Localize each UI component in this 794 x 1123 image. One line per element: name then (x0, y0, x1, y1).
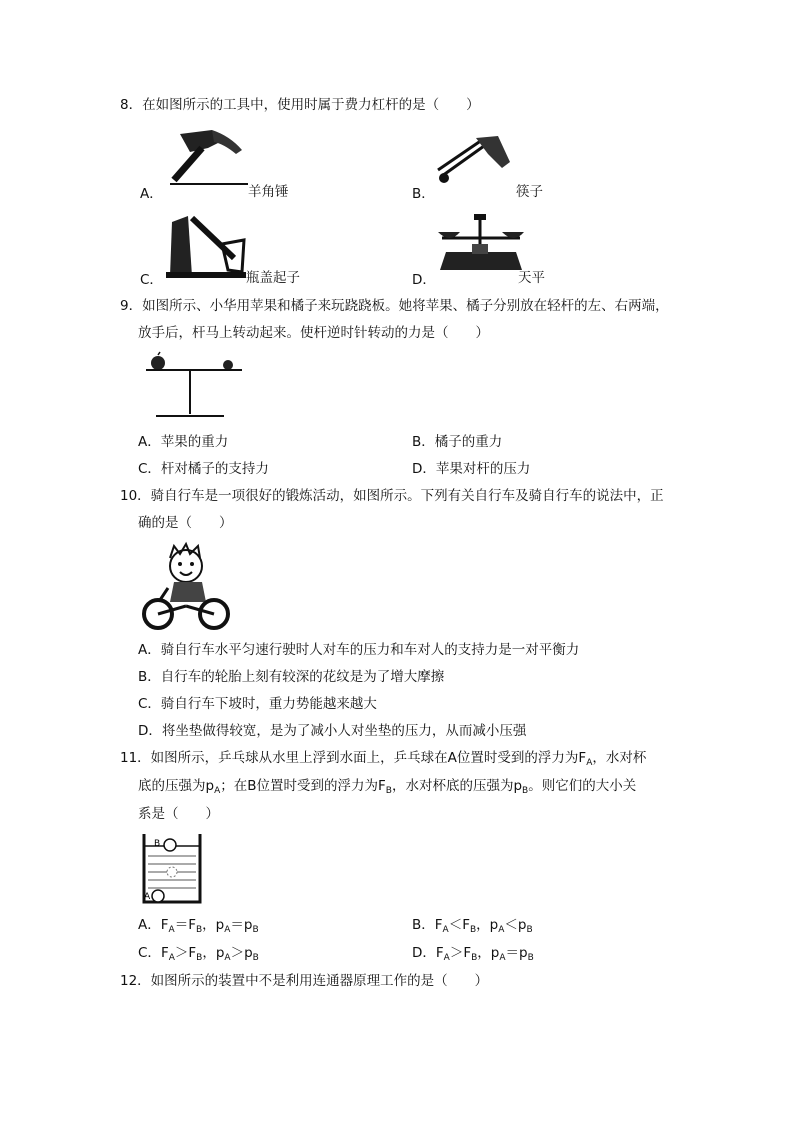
q10-option-a: A．骑自行车水平匀速行驶时人对车的压力和车对人的支持力是一对平衡力 (138, 642, 580, 658)
q9-option-b: B．橘子的重力 (412, 434, 503, 450)
ball-position-a (152, 890, 164, 902)
q12-stem: 12．如图所示的装置中不是利用连通器原理工作的是（ ） (120, 973, 489, 989)
beaker-figure (140, 832, 204, 906)
q11-option-d: D．$F_A>F_B$，$p_A=p_B$ (412, 945, 534, 963)
label-a: A (144, 892, 151, 902)
seesaw-figure (140, 350, 250, 422)
q8-option-c-caption: 瓶盖起子 (246, 270, 300, 286)
q10-option-c: C．骑自行车下坡时，重力势能越来越大 (138, 696, 377, 712)
q11-stem-line2: 底的压强为$p_A$；在B位置时受到的浮力为$F_B$，水对杯底的压强为$p_B$。则它们的大小关 (138, 778, 637, 796)
q8-option-b-caption: 筷子 (516, 184, 543, 200)
q8-stem: 8．在如图所示的工具中，使用时属于费力杠杆的是（ ） (120, 97, 480, 113)
q8-option-d-caption: 天平 (518, 270, 545, 286)
q9-option-d: D．苹果对杆的压力 (412, 461, 531, 477)
q8-option-b-letter: B． (412, 186, 435, 202)
q8-option-a-caption: 羊角锤 (248, 184, 289, 200)
q10-stem-line2: 确的是（ ） (138, 515, 233, 531)
q9-stem-line2: 放手后，杆马上转动起来。使杆逆时针转动的力是（ ） (138, 325, 489, 341)
bicycle-rider-figure (140, 540, 235, 634)
q9-option-a: A．苹果的重力 (138, 434, 229, 450)
q10-stem-line1: 10．骑自行车是一项很好的锻炼活动，如图所示。下列有关自行车及骑自行车的说法中，正 (120, 488, 664, 504)
apple-icon (151, 356, 165, 370)
q11-stem-line1: 11．如图所示，乒乓球从水里上浮到水面上，乒乓球在A位置时受到的浮力为$F_A$，水对杯 (120, 750, 647, 768)
hammer-figure (160, 122, 255, 192)
q8-option-a-letter: A． (140, 186, 163, 202)
q8-option-d-letter: D． (412, 272, 436, 288)
orange-icon (223, 360, 233, 370)
q8-option-c-letter: C． (140, 272, 163, 288)
bottle-opener-figure (162, 210, 250, 282)
q9-stem-line1: 9．如图所示、小华用苹果和橘子来玩跷跷板。她将苹果、橘子分别放在轻杆的左、右两端， (120, 298, 669, 314)
ball-position-b (164, 839, 176, 851)
q11-option-c: C．$F_A>F_B$，$p_A>p_B$ (138, 945, 259, 963)
q11-stem-line3: 系是（ ） (138, 806, 219, 822)
q9-option-c: C．杆对橘子的支持力 (138, 461, 269, 477)
q11-option-a: A．$F_A=F_B$，$p_A=p_B$ (138, 917, 259, 935)
q10-option-b: B．自行车的轮胎上刻有较深的花纹是为了增大摩擦 (138, 669, 445, 685)
q11-option-b: B．$F_A<F_B$，$p_A<p_B$ (412, 917, 533, 935)
balance-scale-figure (436, 212, 528, 276)
q10-option-d: D．将坐垫做得较宽，是为了减小人对坐垫的压力，从而减小压强 (138, 723, 527, 739)
chopsticks-figure (432, 132, 522, 192)
label-b: B (154, 839, 161, 849)
